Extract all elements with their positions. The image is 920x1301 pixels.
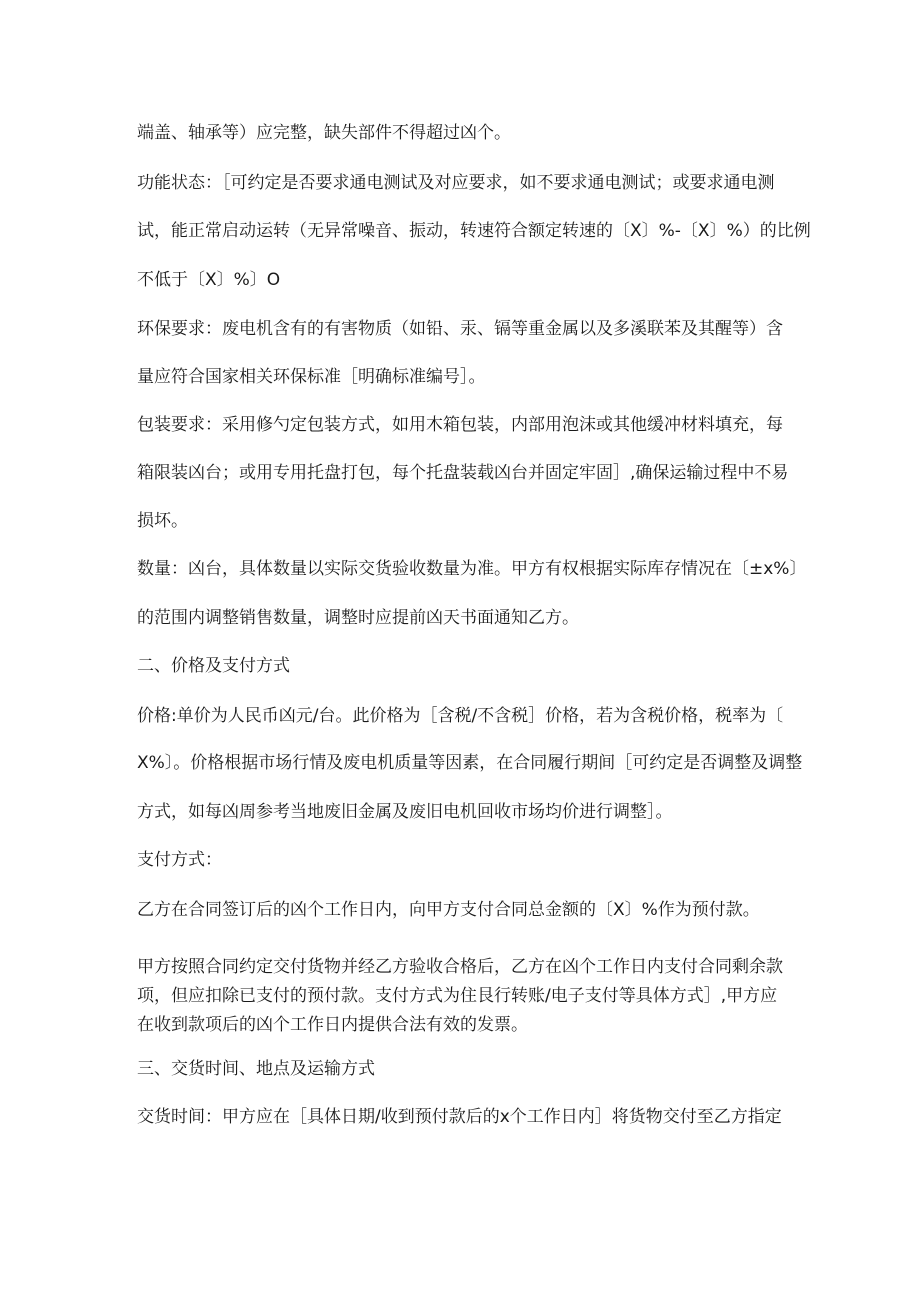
paragraph-line: 甲方按照合同约定交付货物并经乙方验收合格后，乙方在凶个工作日内支付合同剩余款 xyxy=(137,957,783,977)
paragraph-line: 试，能正常启动运转（无异常噪音、振动，转速符合额定转速的〔X〕%-〔X〕%）的比例 xyxy=(137,221,811,241)
paragraph-line: 方式，如每凶周参考当地废旧金属及废旧电机回收市场均价进行调整］。 xyxy=(137,802,673,822)
paragraph-line: 交货时间：甲方应在［具体日期/收到预付款后的x个工作日内］将货物交付至乙方指定 xyxy=(137,1107,782,1127)
section-heading-price-payment: 二、价格及支付方式 xyxy=(137,656,290,676)
paragraph-line: 的范围内调整销售数量，调整时应提前凶天书面通知乙方。 xyxy=(137,608,579,628)
paragraph-line: 在收到款项后的凶个工作日内提供合法有效的发票。 xyxy=(137,1015,528,1035)
section-heading-delivery: 三、交货时间、地点及运输方式 xyxy=(137,1059,375,1079)
paragraph-line: 功能状态：［可约定是否要求通电测试及对应要求，如不要求通电测试；或要求通电测 xyxy=(137,173,775,193)
paragraph-line: 乙方在合同签订后的凶个工作日内，向甲方支付合同总金额的〔X〕%作为预付款。 xyxy=(137,900,760,920)
paragraph-line: 项，但应扣除已支付的预付款。支付方式为住艮行转账/电子支付等具体方式］,甲方应 xyxy=(137,986,778,1006)
paragraph-line: 量应符合国家相关环保标准［明确标准编号］。 xyxy=(137,367,486,387)
paragraph-line: 数量：凶台，具体数量以实际交货验收数量为准。甲方有权根据实际库存情况在〔±x%〕 xyxy=(137,559,807,579)
paragraph-line: 箱限装凶台；或用专用托盘打包，每个托盘装载凶台并固定牢固］,确保运输过程中不易 xyxy=(137,463,789,483)
paragraph-line: 损坏。 xyxy=(137,511,188,531)
paragraph-line: 支付方式： xyxy=(137,850,222,870)
paragraph-line: 包装要求：采用修勺定包装方式，如用木箱包装，内部用泡沫或其他缓冲材料填充，每 xyxy=(137,415,783,435)
paragraph-line: 端盖、轴承等）应完整，缺失部件不得超过凶个。 xyxy=(137,123,511,143)
paragraph-line: 价格:单价为人民币凶元/台。此价格为［含税/不含税］价格，若为含税价格，税率为〔 xyxy=(137,706,784,726)
paragraph-line: X%〕。价格根据市场行情及废电机质量等因素，在合同履行期间［可约定是否调整及调整 xyxy=(137,753,803,773)
paragraph-line: 环保要求：废电机含有的有害物质（如铅、汞、镉等重金属以及多溪联苯及其醒等）含 xyxy=(137,319,783,339)
paragraph-line: 不低于〔X〕%〕O xyxy=(137,270,281,290)
